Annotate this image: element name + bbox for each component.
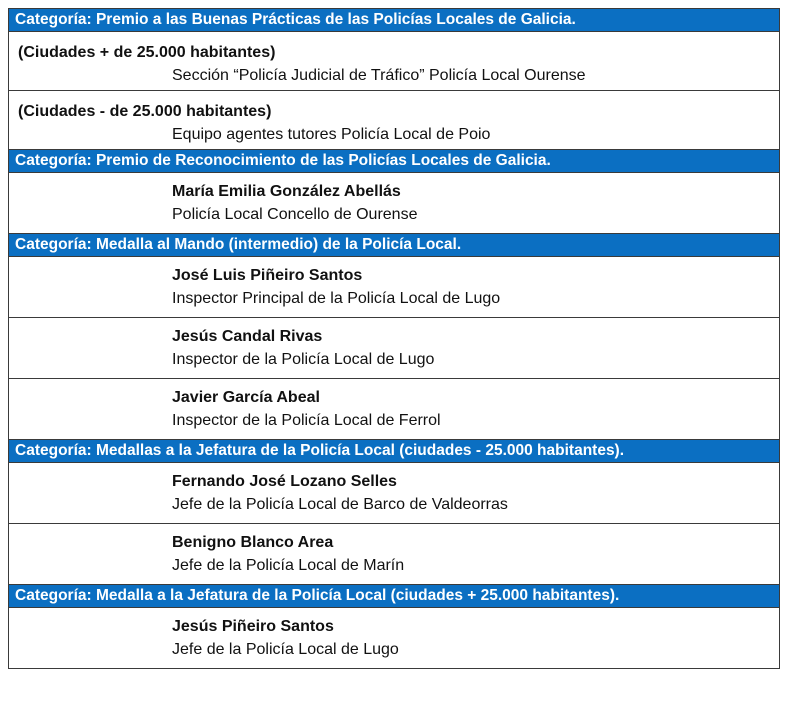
award-cell — [9, 608, 780, 669]
award-cell — [9, 91, 780, 150]
category-header: Categoría: Premio de Reconocimiento de las Policías Locales de Galicia. — [9, 150, 780, 173]
award-cell — [9, 524, 780, 585]
award-row — [9, 91, 780, 150]
award-detail: Jefe de la Policía Local de Marín — [172, 557, 405, 574]
award-detail: Policía Local Concello de Ourense — [172, 206, 418, 223]
award-row — [9, 379, 780, 440]
award-row — [9, 463, 780, 524]
awardee-name: Fernando José Lozano Selles — [172, 473, 397, 490]
awardee-name: José Luis Piñeiro Santos — [172, 267, 363, 284]
awardee-name: Jesús Candal Rivas — [172, 328, 323, 345]
category-header-row — [9, 9, 780, 32]
awardee-name: Jesús Piñeiro Santos — [172, 618, 334, 635]
award-group-label: (Ciudades + de 25.000 habitantes) — [18, 44, 276, 61]
award-cell — [9, 32, 780, 91]
category-header-row — [9, 234, 780, 257]
category-header: Categoría: Premio a las Buenas Prácticas de las Policías Locales de Galicia. — [9, 9, 780, 32]
award-cell — [9, 173, 780, 234]
award-detail: Jefe de la Policía Local de Barco de Valdeorras — [172, 496, 508, 513]
award-detail: Inspector de la Policía Local de Lugo — [172, 351, 435, 368]
category-header: Categoría: Medalla a la Jefatura de la Policía Local (ciudades + 25.000 habitantes). — [9, 585, 780, 608]
award-row — [9, 173, 780, 234]
category-header-row — [9, 440, 780, 463]
award-cell — [9, 379, 780, 440]
awardee-name: María Emilia González Abellás — [172, 183, 401, 200]
award-group-label: (Ciudades - de 25.000 habitantes) — [18, 103, 272, 120]
award-cell — [9, 318, 780, 379]
award-row — [9, 32, 780, 91]
award-detail: Inspector Principal de la Policía Local de Lugo — [172, 290, 501, 307]
awardee-name: Javier García Abeal — [172, 389, 320, 406]
category-header: Categoría: Medallas a la Jefatura de la Policía Local (ciudades - 25.000 habitantes). — [9, 440, 780, 463]
award-detail: Jefe de la Policía Local de Lugo — [172, 641, 399, 658]
award-detail: Sección “Policía Judicial de Tráfico” Policía Local Ourense — [172, 67, 586, 84]
awards-table — [8, 8, 780, 669]
award-detail: Inspector de la Policía Local de Ferrol — [172, 412, 441, 429]
award-row — [9, 608, 780, 669]
award-row — [9, 524, 780, 585]
award-row — [9, 318, 780, 379]
awardee-name: Benigno Blanco Area — [172, 534, 334, 551]
award-cell — [9, 257, 780, 318]
category-header-row — [9, 585, 780, 608]
award-row — [9, 257, 780, 318]
category-header-row — [9, 150, 780, 173]
category-header: Categoría: Medalla al Mando (intermedio) de la Policía Local. — [9, 234, 780, 257]
award-detail: Equipo agentes tutores Policía Local de Poio — [172, 126, 491, 143]
award-cell — [9, 463, 780, 524]
